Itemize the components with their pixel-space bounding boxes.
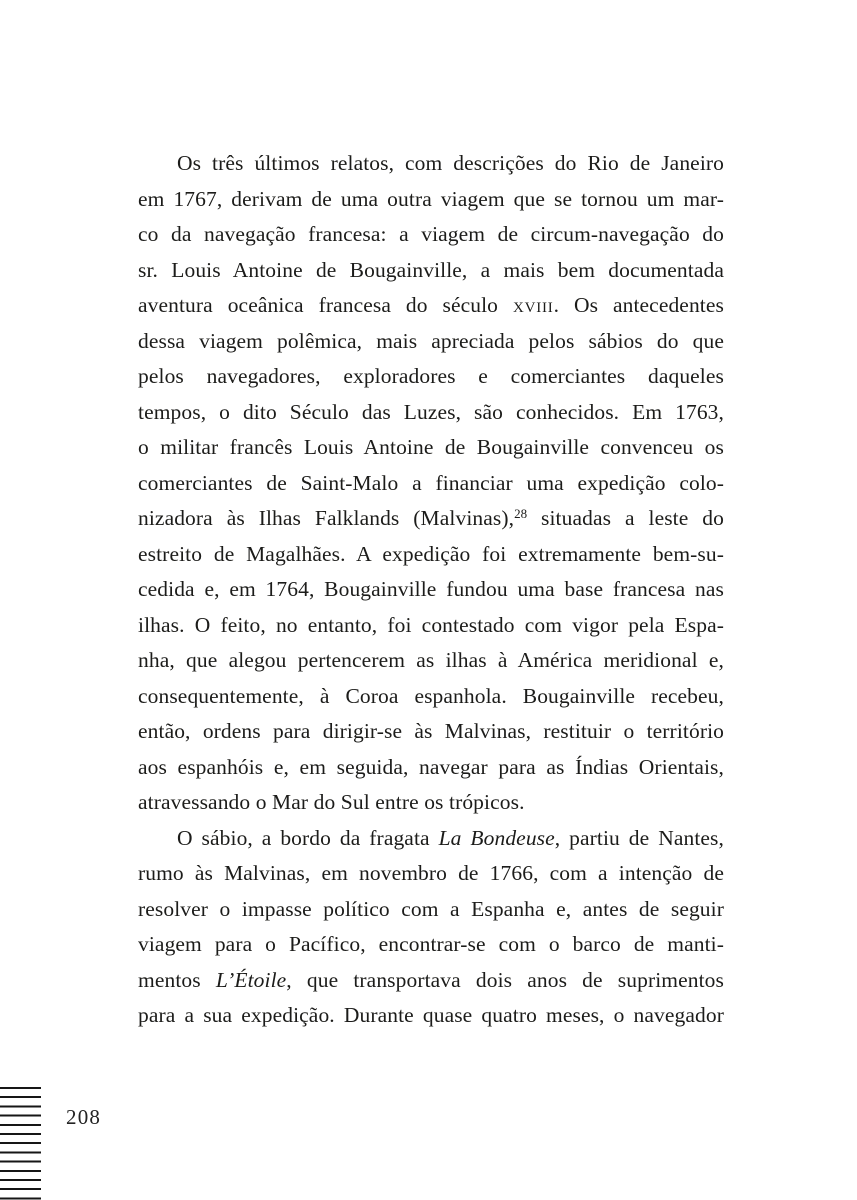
body-text-block xyxy=(138,146,724,1034)
text-segment: nha, que alegou pertencerem as ilhas à América meridional e, xyxy=(138,648,724,672)
text-line xyxy=(138,182,724,218)
text-segment: para a sua expedição. Durante quase quatro meses, o navegador xyxy=(138,1003,724,1027)
text-segment: viagem para o Pacífico, encontrar-se com o barco de manti- xyxy=(138,932,724,956)
text-line xyxy=(138,324,724,360)
text-line xyxy=(138,466,724,502)
text-segment: cedida e, em 1764, Bougainville fundou uma base francesa nas xyxy=(138,577,724,601)
text-line xyxy=(138,608,724,644)
text-segment: tempos, o dito Século das Luzes, são conhecidos. Em 1763, xyxy=(138,399,724,424)
text-segment: aos espanhóis e, em seguida, navegar para as Índias Orientais, xyxy=(138,754,724,779)
text-segment: rumo às Malvinas, em novembro de 1766, com a intenção de xyxy=(138,861,724,885)
text-segment: . Os antecedentes xyxy=(553,293,724,317)
text-line xyxy=(138,537,724,573)
text-segment: , que transportava dois anos de suprimentos xyxy=(286,967,724,992)
text-line xyxy=(138,856,724,892)
text-line xyxy=(138,253,724,289)
text-line xyxy=(138,927,724,963)
text-segment: atravessando o Mar do Sul entre os trópicos. xyxy=(138,790,525,814)
text-segment: nizadora às Ilhas Falklands (Malvinas), xyxy=(138,506,515,530)
text-line xyxy=(138,217,724,253)
text-segment: , partiu de Nantes, xyxy=(554,825,724,850)
text-line xyxy=(138,395,724,431)
text-line xyxy=(138,643,724,679)
text-segment: ilhas. O feito, no entanto, foi contestado com vigor pela Espa- xyxy=(138,612,724,637)
text-line xyxy=(138,785,724,821)
text-segment: situadas a leste do xyxy=(527,506,724,530)
italic-ship-name: L’Étoile xyxy=(215,967,287,992)
text-segment: pelos navegadores, exploradores e comerciantes daqueles xyxy=(138,364,724,388)
text-line xyxy=(138,679,724,715)
text-line xyxy=(138,750,724,786)
text-segment: em 1767, derivam de uma outra viagem que se tornou um mar- xyxy=(138,186,724,211)
text-segment: O sábio, a bordo da fragata xyxy=(177,825,439,850)
text-segment: comerciantes de Saint-Malo a financiar uma expedição colo- xyxy=(138,470,724,495)
text-segment: sr. Louis Antoine de Bougainville, a mais bem documentada xyxy=(138,257,724,282)
text-line xyxy=(138,572,724,608)
text-line xyxy=(138,821,724,857)
text-segment: mentos xyxy=(138,967,216,992)
smallcaps-century-numeral: xviii xyxy=(512,293,554,317)
text-segment: co da navegação francesa: a viagem de circum-navegação do xyxy=(138,222,724,246)
italic-ship-name: La Bondeuse xyxy=(438,825,555,850)
text-line xyxy=(138,288,724,324)
text-segment: aventura oceânica francesa do século xyxy=(138,293,513,317)
text-segment: consequentemente, à Coroa espanhola. Bougainville recebeu, xyxy=(138,683,724,708)
text-line xyxy=(138,501,724,537)
text-line xyxy=(138,359,724,395)
text-segment: Os três últimos relatos, com descrições do Rio de Janeiro xyxy=(177,151,724,175)
horizontal-lines-decoration xyxy=(0,1087,41,1200)
footnote-reference: 28 xyxy=(514,506,528,521)
text-segment: então, ordens para dirigir-se às Malvinas, restituir o território xyxy=(138,719,724,743)
text-line xyxy=(138,146,724,182)
text-segment: dessa viagem polêmica, mais apreciada pelos sábios do que xyxy=(138,328,724,353)
page-number: 208 xyxy=(66,1105,102,1129)
text-segment: o militar francês Louis Antoine de Bougainville convenceu os xyxy=(138,435,724,459)
text-segment: resolver o impasse político com a Espanha e, antes de seguir xyxy=(138,896,724,921)
text-line xyxy=(138,998,724,1034)
text-line xyxy=(138,714,724,750)
text-line xyxy=(138,963,724,999)
text-line xyxy=(138,430,724,466)
text-line xyxy=(138,892,724,928)
text-segment: estreito de Magalhães. A expedição foi extremamente bem-su- xyxy=(138,541,724,566)
